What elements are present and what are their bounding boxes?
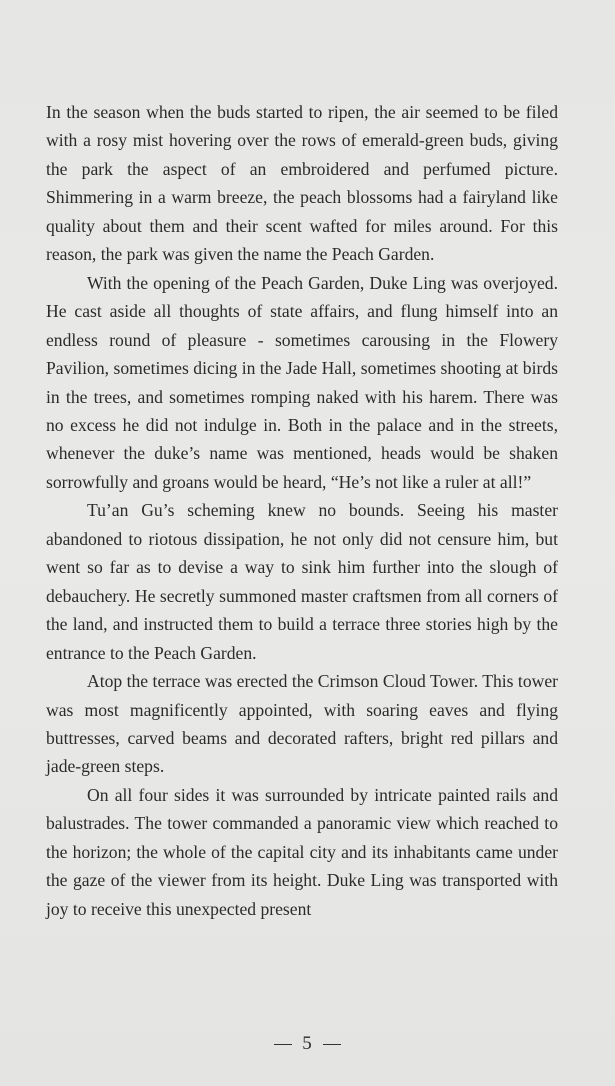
page-number-footer: [0, 1033, 615, 1055]
page-number: 5: [302, 1033, 313, 1054]
paragraph-2: With the opening of the Peach Garden, Duke Ling was overjoyed. He cast aside all thoughts of state affairs, and flung himself into an endless round of pleasure - sometimes carousing in the Flowery Pavilion, sometimes dicing in the Jade Hall, sometimes shooting at birds in the trees, and sometimes romping naked with his harem. There was no excess he did not indulge in. Both in the palace and in the streets, whenever the duke’s name was mentioned, heads would be shaken sorrowfully and groans would be heard, “He’s not like a ruler at all!”: [46, 272, 558, 492]
paragraph-4: Atop the terrace was erected the Crimson Cloud Tower. This tower was most magnificently appointed, with soaring eaves and flying buttresses, carved beams and decorated rafters, bright red pillars and jade-green steps.: [46, 671, 558, 777]
folio-dash-right: [323, 1044, 341, 1046]
paragraph-3: Tu’an Gu’s scheming knew no bounds. Seeing his master abandoned to riotous dissipation, he not only did not censure him, but went so far as to devise a way to sink him further into the slough of debauchery. He secretly summoned master craftsmen from all corners of the land, and instructed them to build a terrace three stories high by the entrance to the Peach Garden.: [46, 500, 558, 663]
folio-dash-left: [274, 1044, 292, 1046]
paragraph-1: In the season when the buds started to ripen, the air seemed to be filed with a rosy mist hovering over the rows of emerald-green buds, giving the park the aspect of an embroidered and perfumed picture. Shimmering in a warm breeze, the peach blossoms had a fairyland like quality about them and their scent wafted for miles around. For this reason, the park was given the name the Peach Garden.: [46, 102, 558, 265]
paragraph-5: On all four sides it was surrounded by intricate painted rails and balustrades. The tower commanded a panoramic view which reached to the horizon; the whole of the capital city and its inhabitants came under the gaze of the viewer from its height. Duke Ling was transported with joy to receive this unexpected present: [46, 784, 558, 919]
body-text: [46, 98, 558, 923]
